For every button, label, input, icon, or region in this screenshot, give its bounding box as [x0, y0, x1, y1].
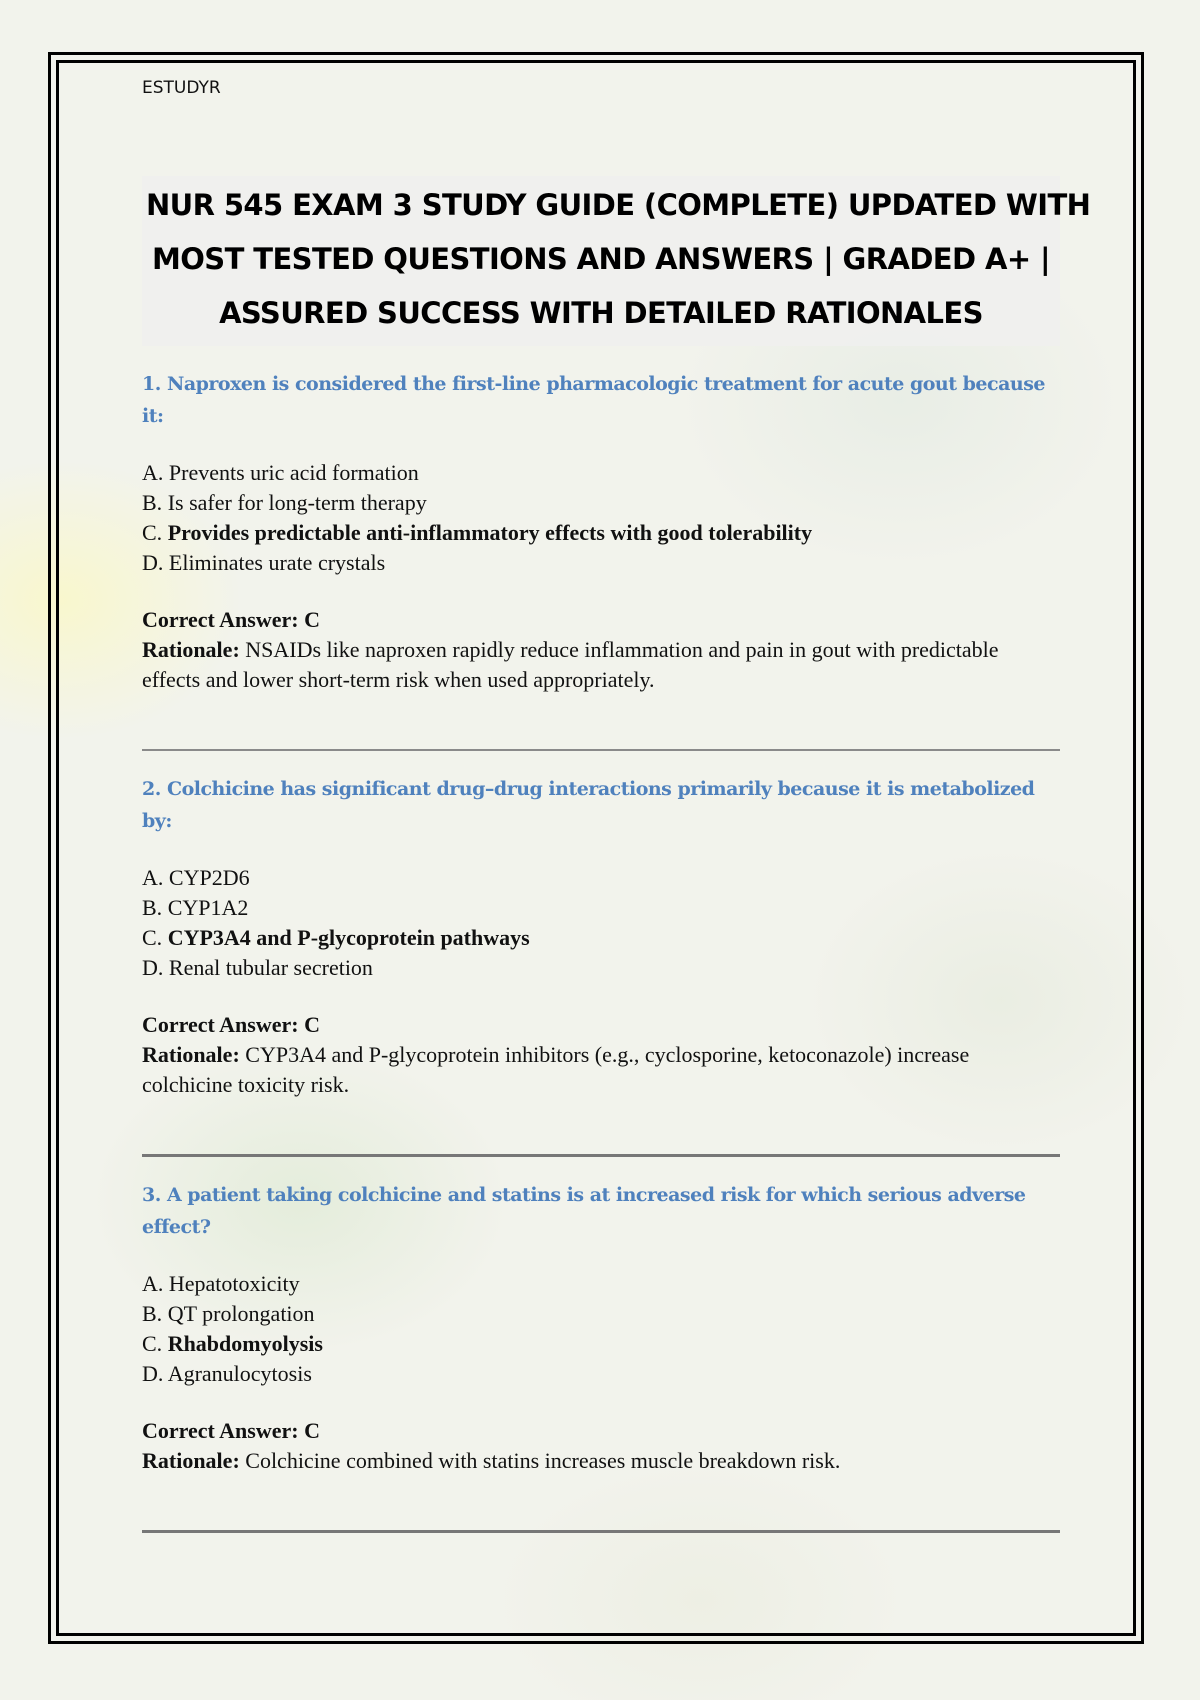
option-b: B. Is safer for long-term therapy: [142, 490, 427, 515]
correct-answer: Correct Answer: C: [142, 1418, 320, 1443]
question-text: 3. A patient taking colchicine and statins is at increased risk for which serious adverse effect?: [142, 1184, 1026, 1238]
section-divider: [142, 1530, 1060, 1533]
rationale: Rationale: Colchicine combined with statins increases muscle breakdown risk.: [142, 1448, 841, 1473]
question-text: 2. Colchicine has significant drug–drug interactions primarily because it is metabolized by:: [142, 778, 1035, 832]
option-a: A. Prevents uric acid formation: [142, 460, 419, 485]
option-d: D. Renal tubular secretion: [142, 955, 373, 980]
title-line: MOST TESTED QUESTIONS AND ANSWERS | GRADED A+ |: [151, 242, 1051, 276]
section-divider: [142, 1154, 1060, 1157]
question-block: [142, 368, 1060, 751]
rationale: Rationale: CYP3A4 and P-glycoprotein inhibitors (e.g., cyclosporine, ketoconazole) increase colchicine toxicity risk.: [142, 1042, 970, 1097]
options-list: [142, 863, 1060, 983]
question-text: 1. Naproxen is considered the first-line pharmacologic treatment for acute gout because it:: [142, 373, 1045, 427]
option-c-correct: C. Rhabdomyolysis: [142, 1331, 323, 1356]
option-c-correct: C. Provides predictable anti-inflammatory effects with good tolerability: [142, 520, 813, 545]
section-divider: [142, 749, 1060, 751]
option-b: B. QT prolongation: [142, 1301, 315, 1326]
option-d: D. Eliminates urate crystals: [142, 550, 386, 575]
brand-label: ESTUDYR: [142, 78, 221, 98]
options-list: [142, 1269, 1060, 1389]
question-block: [142, 773, 1060, 1157]
option-d: D. Agranulocytosis: [142, 1361, 312, 1386]
option-c-correct: C. CYP3A4 and P-glycoprotein pathways: [142, 925, 530, 950]
title-line: NUR 545 EXAM 3 STUDY GUIDE (COMPLETE) UPDATED WITH: [146, 188, 1091, 222]
question-block: [142, 1179, 1060, 1533]
option-a: A. CYP2D6: [142, 865, 250, 890]
rationale: Rationale: NSAIDs like naproxen rapidly reduce inflammation and pain in gout with predictable effects and lower short-term risk when used appropriately.: [142, 637, 999, 692]
title-line: ASSURED SUCCESS WITH DETAILED RATIONALES: [219, 296, 983, 330]
correct-answer: Correct Answer: C: [142, 1012, 320, 1037]
options-list: [142, 458, 1060, 578]
correct-answer: Correct Answer: C: [142, 607, 320, 632]
document-content: [142, 78, 1091, 1533]
document-title: [142, 176, 1091, 346]
option-b: B. CYP1A2: [142, 895, 249, 920]
option-a: A. Hepatotoxicity: [142, 1271, 300, 1296]
